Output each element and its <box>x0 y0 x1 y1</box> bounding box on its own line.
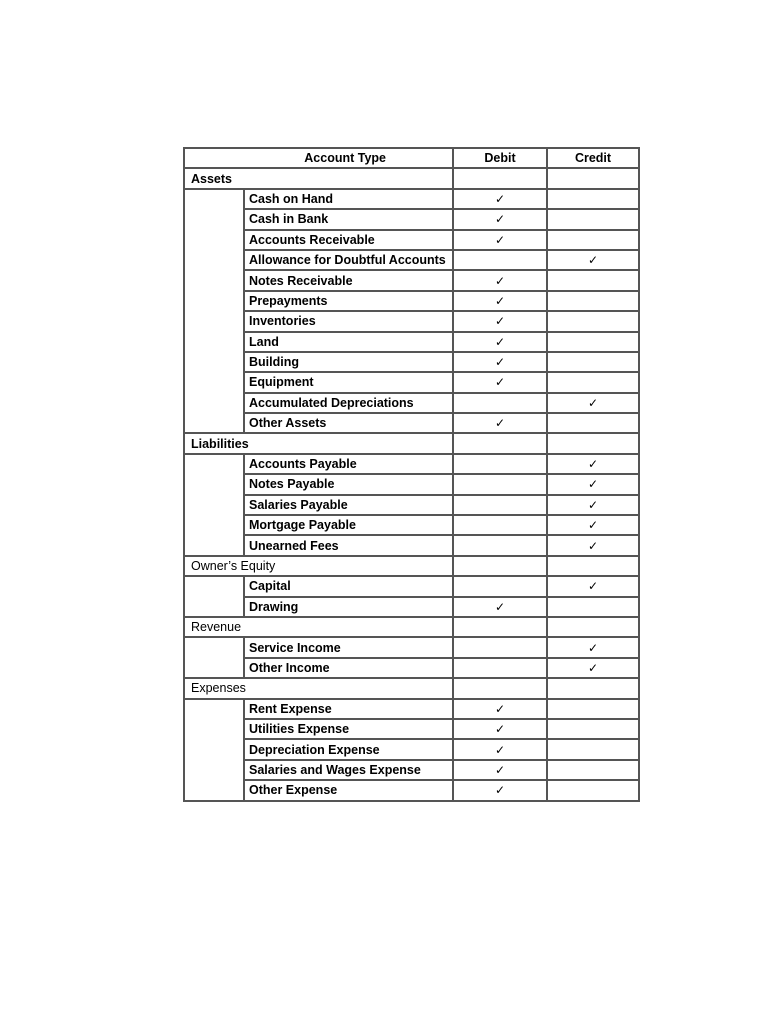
debit-cell <box>453 760 547 780</box>
account-row <box>184 332 639 352</box>
account-name: Mortgage Payable <box>244 515 453 535</box>
account-row <box>184 780 639 800</box>
check-mark-icon: ✓ <box>587 518 599 533</box>
account-name: Building <box>244 352 453 372</box>
category-row <box>184 556 639 576</box>
credit-cell <box>547 719 639 739</box>
check-mark-icon: ✓ <box>587 640 599 655</box>
account-row <box>184 352 639 372</box>
account-row <box>184 189 639 209</box>
credit-cell <box>547 168 639 188</box>
credit-cell <box>547 617 639 637</box>
table-body <box>184 148 639 801</box>
account-row <box>184 597 639 617</box>
account-row <box>184 658 639 678</box>
check-mark-icon: ✓ <box>494 314 506 329</box>
credit-cell <box>547 556 639 576</box>
debit-cell <box>453 556 547 576</box>
indent-cell <box>184 637 244 678</box>
check-mark-icon: ✓ <box>494 232 506 247</box>
credit-cell <box>547 270 639 290</box>
debit-cell <box>453 535 547 555</box>
check-mark-icon: ✓ <box>494 783 506 798</box>
check-mark-icon: ✓ <box>587 660 599 675</box>
account-name: Equipment <box>244 372 453 392</box>
credit-cell <box>547 474 639 494</box>
indent-cell <box>184 454 244 556</box>
debit-cell <box>453 189 547 209</box>
debit-cell <box>453 658 547 678</box>
account-row <box>184 230 639 250</box>
account-name: Service Income <box>244 637 453 657</box>
credit-cell <box>547 291 639 311</box>
account-name: Accounts Payable <box>244 454 453 474</box>
credit-cell <box>547 739 639 759</box>
check-mark-icon: ✓ <box>494 416 506 431</box>
debit-cell <box>453 291 547 311</box>
category-label: Owner’s Equity <box>184 556 453 576</box>
check-mark-icon: ✓ <box>587 538 599 553</box>
account-name: Utilities Expense <box>244 719 453 739</box>
indent-cell <box>184 576 244 617</box>
debit-cell <box>453 433 547 453</box>
credit-cell <box>547 311 639 331</box>
debit-cell <box>453 474 547 494</box>
account-type-table <box>183 147 640 802</box>
category-row <box>184 678 639 698</box>
account-name: Cash on Hand <box>244 189 453 209</box>
credit-cell <box>547 495 639 515</box>
category-row <box>184 617 639 637</box>
account-row <box>184 372 639 392</box>
debit-cell <box>453 699 547 719</box>
credit-cell <box>547 678 639 698</box>
account-name: Prepayments <box>244 291 453 311</box>
debit-cell <box>453 393 547 413</box>
debit-cell <box>453 270 547 290</box>
check-mark-icon: ✓ <box>587 497 599 512</box>
check-mark-icon: ✓ <box>494 355 506 370</box>
debit-cell <box>453 576 547 596</box>
check-mark-icon: ✓ <box>587 579 599 594</box>
credit-cell <box>547 780 639 800</box>
debit-cell <box>453 413 547 433</box>
account-name: Capital <box>244 576 453 596</box>
credit-cell <box>547 393 639 413</box>
check-mark-icon: ✓ <box>494 722 506 737</box>
account-row <box>184 535 639 555</box>
header-debit: Debit <box>453 148 547 168</box>
account-name: Unearned Fees <box>244 535 453 555</box>
account-name: Accounts Receivable <box>244 230 453 250</box>
check-mark-icon: ✓ <box>494 273 506 288</box>
credit-cell <box>547 699 639 719</box>
credit-cell <box>547 535 639 555</box>
account-name: Depreciation Expense <box>244 739 453 759</box>
check-mark-icon: ✓ <box>494 701 506 716</box>
account-name: Notes Payable <box>244 474 453 494</box>
check-mark-icon: ✓ <box>494 375 506 390</box>
credit-cell <box>547 433 639 453</box>
debit-cell <box>453 454 547 474</box>
credit-cell <box>547 637 639 657</box>
account-row <box>184 637 639 657</box>
account-name: Notes Receivable <box>244 270 453 290</box>
debit-cell <box>453 372 547 392</box>
credit-cell <box>547 230 639 250</box>
check-mark-icon: ✓ <box>494 334 506 349</box>
credit-cell <box>547 515 639 535</box>
account-row <box>184 209 639 229</box>
account-row <box>184 454 639 474</box>
account-row <box>184 739 639 759</box>
account-row <box>184 719 639 739</box>
account-name: Salaries and Wages Expense <box>244 760 453 780</box>
debit-cell <box>453 495 547 515</box>
account-name: Rent Expense <box>244 699 453 719</box>
check-mark-icon: ✓ <box>587 477 599 492</box>
account-name: Drawing <box>244 597 453 617</box>
account-row <box>184 413 639 433</box>
credit-cell <box>547 576 639 596</box>
debit-cell <box>453 739 547 759</box>
account-name: Inventories <box>244 311 453 331</box>
check-mark-icon: ✓ <box>587 457 599 472</box>
category-label: Expenses <box>184 678 453 698</box>
debit-cell <box>453 209 547 229</box>
account-name: Allowance for Doubtful Accounts <box>244 250 453 270</box>
account-row <box>184 760 639 780</box>
debit-cell <box>453 250 547 270</box>
account-row <box>184 515 639 535</box>
debit-cell <box>453 637 547 657</box>
debit-cell <box>453 515 547 535</box>
credit-cell <box>547 332 639 352</box>
debit-cell <box>453 311 547 331</box>
category-row <box>184 433 639 453</box>
account-row <box>184 291 639 311</box>
category-label: Revenue <box>184 617 453 637</box>
account-name: Land <box>244 332 453 352</box>
account-name: Other Assets <box>244 413 453 433</box>
account-name: Other Expense <box>244 780 453 800</box>
credit-cell <box>547 209 639 229</box>
debit-cell <box>453 780 547 800</box>
category-label: Liabilities <box>184 433 453 453</box>
check-mark-icon: ✓ <box>494 742 506 757</box>
account-row <box>184 474 639 494</box>
category-row <box>184 168 639 188</box>
account-name: Cash in Bank <box>244 209 453 229</box>
account-row <box>184 699 639 719</box>
debit-cell <box>453 352 547 372</box>
check-mark-icon: ✓ <box>494 191 506 206</box>
credit-cell <box>547 658 639 678</box>
debit-cell <box>453 617 547 637</box>
credit-cell <box>547 597 639 617</box>
credit-cell <box>547 760 639 780</box>
credit-cell <box>547 372 639 392</box>
credit-cell <box>547 250 639 270</box>
credit-cell <box>547 189 639 209</box>
debit-cell <box>453 332 547 352</box>
check-mark-icon: ✓ <box>494 293 506 308</box>
check-mark-icon: ✓ <box>494 212 506 227</box>
account-name: Accumulated Depreciations <box>244 393 453 413</box>
header-account-type: Account Type <box>184 148 453 168</box>
credit-cell <box>547 454 639 474</box>
account-name: Salaries Payable <box>244 495 453 515</box>
debit-cell <box>453 719 547 739</box>
check-mark-icon: ✓ <box>587 395 599 410</box>
indent-cell <box>184 189 244 434</box>
category-label: Assets <box>184 168 453 188</box>
account-row <box>184 393 639 413</box>
indent-cell <box>184 699 244 801</box>
debit-cell <box>453 597 547 617</box>
account-row <box>184 250 639 270</box>
account-row <box>184 495 639 515</box>
header-credit: Credit <box>547 148 639 168</box>
debit-cell <box>453 168 547 188</box>
account-row <box>184 311 639 331</box>
debit-cell <box>453 678 547 698</box>
header-row <box>184 148 639 168</box>
debit-cell <box>453 230 547 250</box>
check-mark-icon: ✓ <box>494 762 506 777</box>
credit-cell <box>547 352 639 372</box>
account-name: Other Income <box>244 658 453 678</box>
check-mark-icon: ✓ <box>494 599 506 614</box>
check-mark-icon: ✓ <box>587 253 599 268</box>
credit-cell <box>547 413 639 433</box>
account-row <box>184 270 639 290</box>
account-row <box>184 576 639 596</box>
